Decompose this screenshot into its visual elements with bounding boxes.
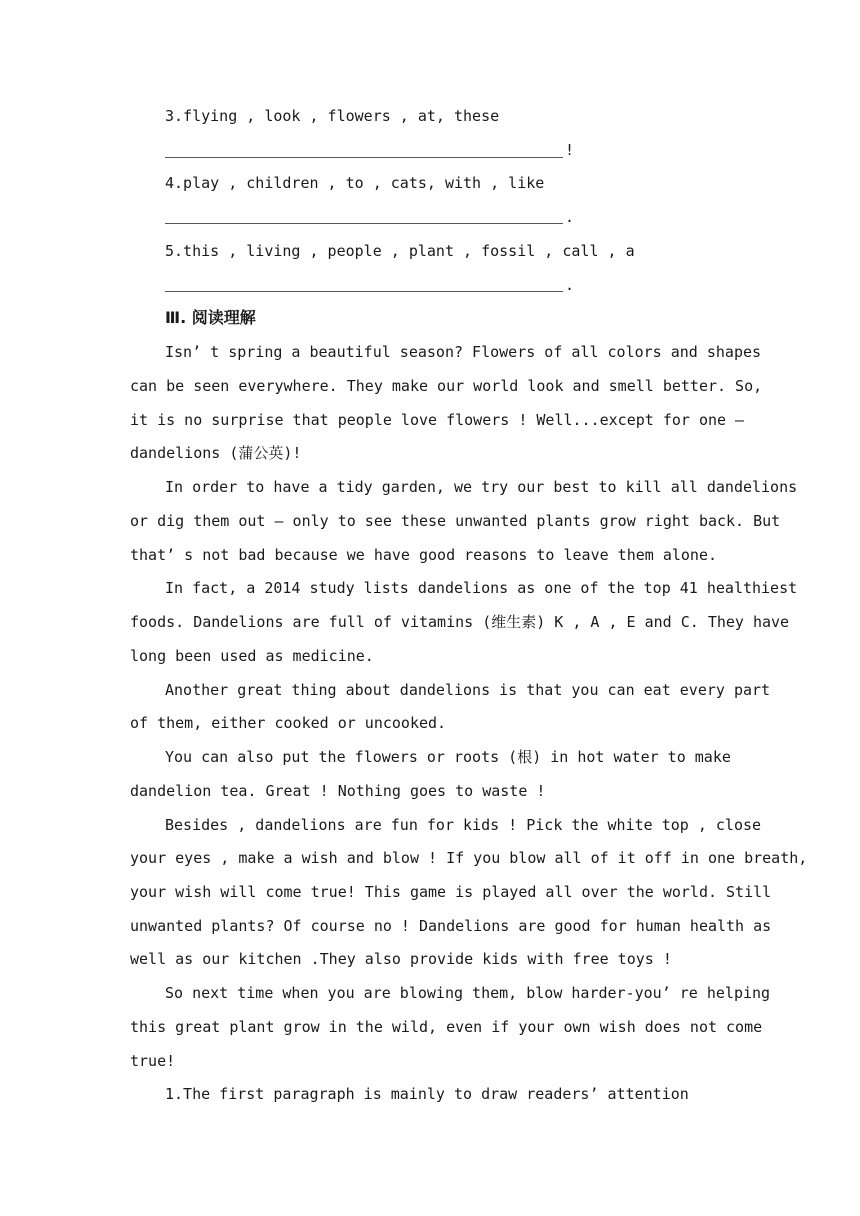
passage-line: your wish will come true! This game is played all over the world. Still [130,883,772,901]
passage-line: In order to have a tidy garden, we try our best to kill all dandelions [165,478,798,496]
passage-line: In fact, a 2014 study lists dandelions as one of the top 41 healthiest [165,579,798,597]
passage-line: dandelions (蒲公英)! [130,444,302,462]
exercise-5-answer-line[interactable] [165,290,563,292]
exercise-4-words: 4.play , children , to , cats, with , like [165,174,545,192]
passage-line: long been used as medicine. [130,647,374,665]
exercise-4-end-mark: . [565,208,575,226]
passage-line: Isn’ t spring a beautiful season? Flowers of all colors and shapes [165,343,762,361]
passage-line: can be seen everywhere. They make our world look and smell better. So, [130,377,763,395]
passage-line: this great plant grow in the wild, even if your own wish does not come [130,1018,763,1036]
passage-line: unwanted plants? Of course no ! Dandelions are good for human health as [130,917,772,935]
passage-line: You can also put the flowers or roots (根) in hot water to make [165,748,731,766]
passage-line: of them, either cooked or uncooked. [130,714,447,732]
exercise-5-words: 5.this , living , people , plant , fossil , call , a [165,242,635,260]
passage-line: dandelion tea. Great ! Nothing goes to waste ! [130,782,546,800]
passage-line: your eyes , make a wish and blow ! If you blow all of it off in one breath, [130,849,808,867]
section-heading: Ⅲ. 阅读理解 [165,308,256,327]
passage-line: it is no surprise that people love flowers ! Well...except for one — [130,411,745,429]
passage-line: Another great thing about dandelions is that you can eat every part [165,681,771,699]
passage-line: Besides , dandelions are fun for kids ! Pick the white top , close [165,816,762,834]
passage-line: true! [130,1052,176,1070]
passage-line: So next time when you are blowing them, blow harder-you’ re helping [165,984,771,1002]
exercise-4-answer-line[interactable] [165,222,563,224]
passage-line: that’ s not bad because we have good reasons to leave them alone. [130,546,717,564]
exercise-3-end-mark: ! [565,141,575,159]
passage-line: well as our kitchen .They also provide kids with free toys ! [130,950,672,968]
passage-line: or dig them out — only to see these unwanted plants grow right back. But [130,512,781,530]
exercise-3-words: 3.flying , look , flowers , at, these [165,107,500,125]
question-1-text: 1.The first paragraph is mainly to draw readers’ attention [165,1085,689,1103]
exercise-5-end-mark: . [565,276,575,294]
exercise-3-answer-line[interactable] [165,156,563,158]
passage-line: foods. Dandelions are full of vitamins (维生素) K , A , E and C. They have [130,613,790,631]
